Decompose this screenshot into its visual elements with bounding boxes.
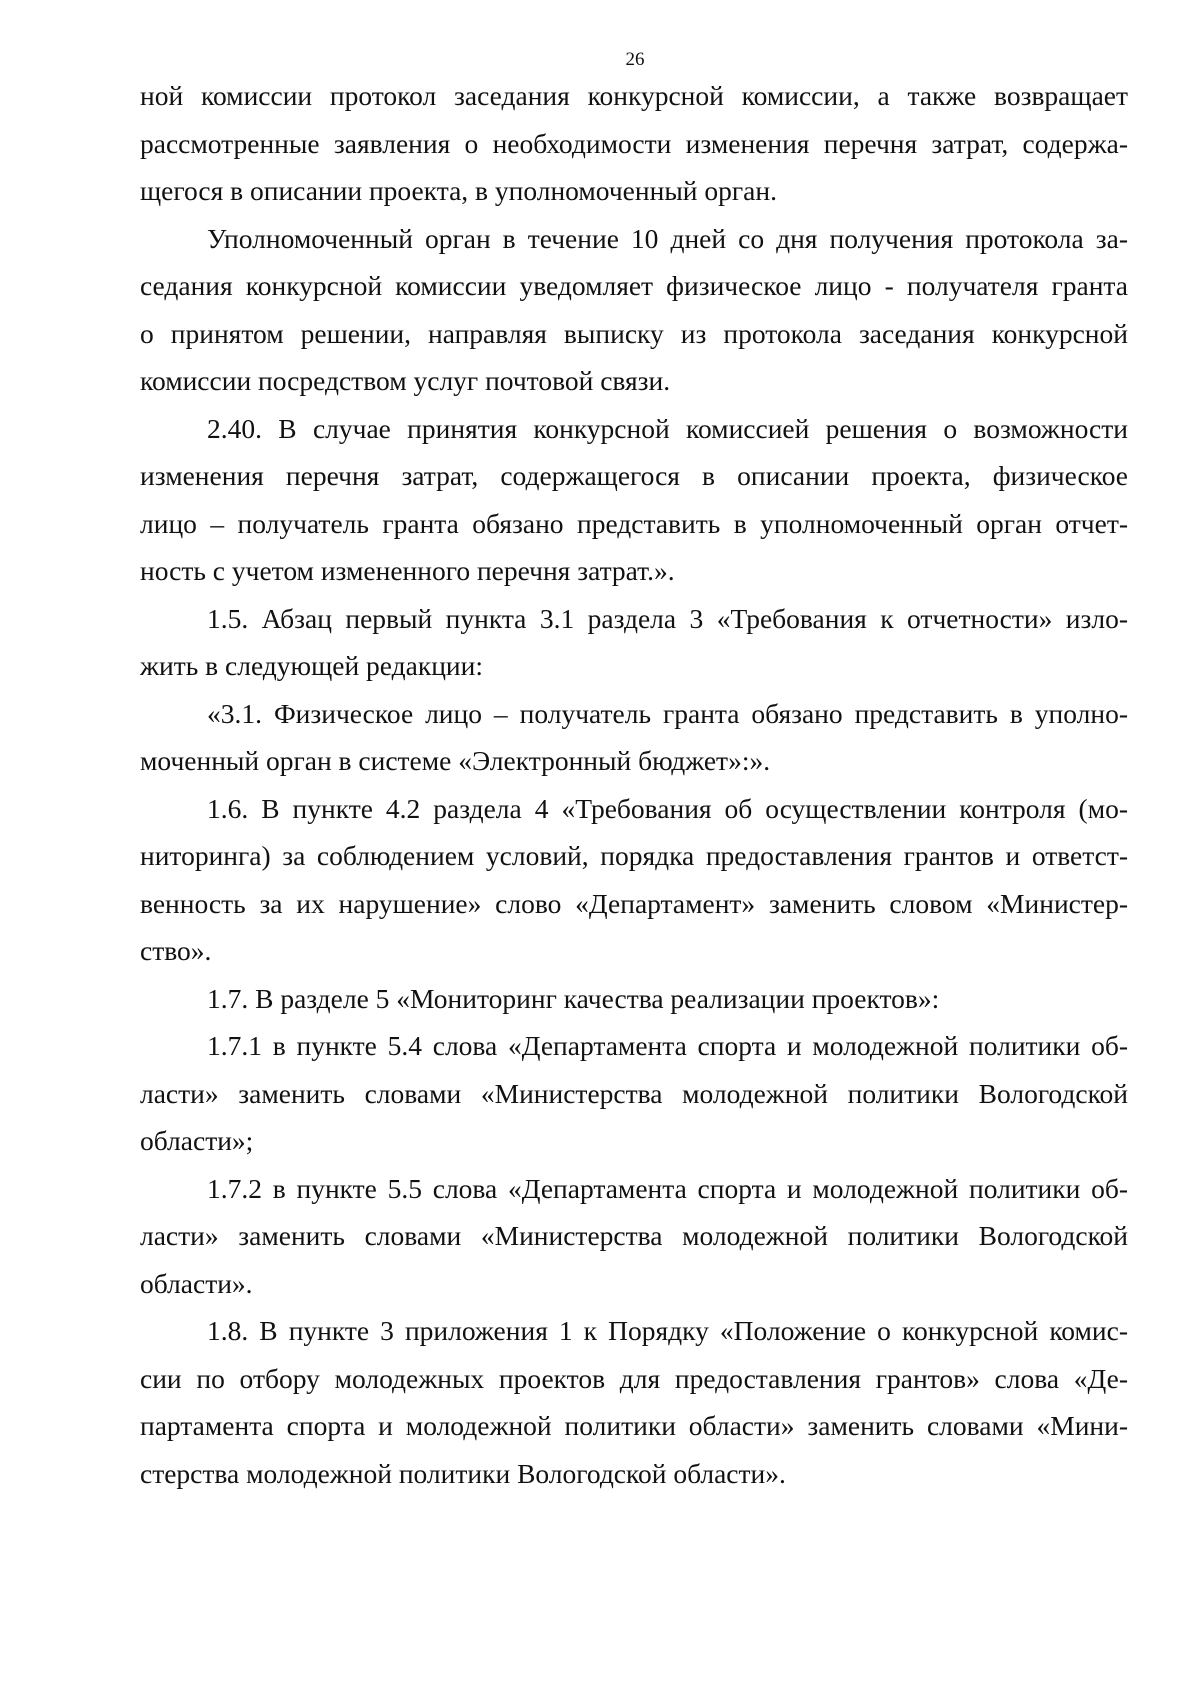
text-line: 1.7.2 в пункте 5.5 слова «Департамента спорта и молодежной политики об- xyxy=(207,1172,1128,1204)
text-line: 1.7. В разделе 5 «Мониторинг качества реализации проектов»: xyxy=(207,982,940,1014)
paragraph xyxy=(140,595,1128,690)
text-line: ность с учетом измененного перечня затрат.». xyxy=(140,555,675,586)
text-line: о принятом решении, направляя выписку из протокола заседания конкурсной xyxy=(140,317,1128,349)
text-line: Уполномоченный орган в течение 10 дней со дня получения протокола за- xyxy=(207,222,1128,254)
text-line: лицо – получатель гранта обязано представить в уполномоченный орган отчет- xyxy=(140,507,1128,539)
text-line: комиссии посредством услуг почтовой связи. xyxy=(140,365,671,396)
paragraph xyxy=(140,72,1128,215)
page-number: 26 xyxy=(625,49,645,70)
text-line: ной комиссии протокол заседания конкурсной комиссии, а также возвращает xyxy=(140,80,1128,111)
text-line: ласти» заменить словами «Министерства молодежной политики Вологодской xyxy=(140,1220,1128,1251)
paragraph xyxy=(140,405,1128,595)
text-line: 1.6. В пункте 4.2 раздела 4 «Требования об осуществлении контроля (мо- xyxy=(207,792,1128,824)
paragraph xyxy=(140,1307,1128,1497)
text-line: моченный орган в системе «Электронный бюджет»:». xyxy=(140,745,771,776)
text-line: седания конкурсной комиссии уведомляет физическое лицо - получателя гранта xyxy=(140,270,1128,301)
paragraph xyxy=(140,690,1128,785)
text-line: партамента спорта и молодежной политики области» заменить словами «Мини- xyxy=(140,1410,1128,1441)
text-line: ласти» заменить словами «Министерства молодежной политики Вологодской xyxy=(140,1077,1128,1109)
paragraph xyxy=(140,1022,1128,1165)
text-line: 1.8. В пункте 3 приложения 1 к Порядку «Положение о конкурсной комис- xyxy=(207,1315,1128,1346)
text-line: «3.1. Физическое лицо – получатель гранта обязано представить в уполно- xyxy=(207,697,1128,729)
paragraph xyxy=(140,215,1128,405)
text-line: области»; xyxy=(140,1125,254,1156)
text-line: 1.5. Абзац первый пункта 3.1 раздела 3 «Требования к отчетности» изло- xyxy=(207,602,1128,634)
text-line: стерства молодежной политики Вологодской области». xyxy=(140,1457,786,1489)
text-line: венность за их нарушение» слово «Департамент» заменить словом «Министер- xyxy=(140,887,1128,919)
text-line: ство». xyxy=(140,935,212,966)
text-line: рассмотренные заявления о необходимости изменения перечня затрат, содержа- xyxy=(140,127,1128,159)
text-line: жить в следующей редакции: xyxy=(140,650,483,681)
text-line: щегося в описании проекта, в уполномоченный орган. xyxy=(140,175,777,206)
text-line: 1.7.1 в пункте 5.4 слова «Департамента спорта и молодежной политики об- xyxy=(207,1030,1128,1061)
paragraph xyxy=(140,1165,1128,1308)
text-line: ниторинга) за соблюдением условий, порядка предоставления грантов и ответст- xyxy=(140,840,1128,871)
paragraph xyxy=(140,785,1128,975)
text-line: 2.40. В случае принятия конкурсной комиссией решения о возможности xyxy=(207,412,1128,444)
text-line: сии по отбору молодежных проектов для предоставления грантов» слова «Де- xyxy=(140,1362,1128,1394)
text-line: изменения перечня затрат, содержащегося в описании проекта, физическое xyxy=(140,460,1128,491)
paragraph xyxy=(140,975,1128,1023)
text-line: области». xyxy=(140,1267,253,1299)
document-body xyxy=(140,72,1128,1497)
